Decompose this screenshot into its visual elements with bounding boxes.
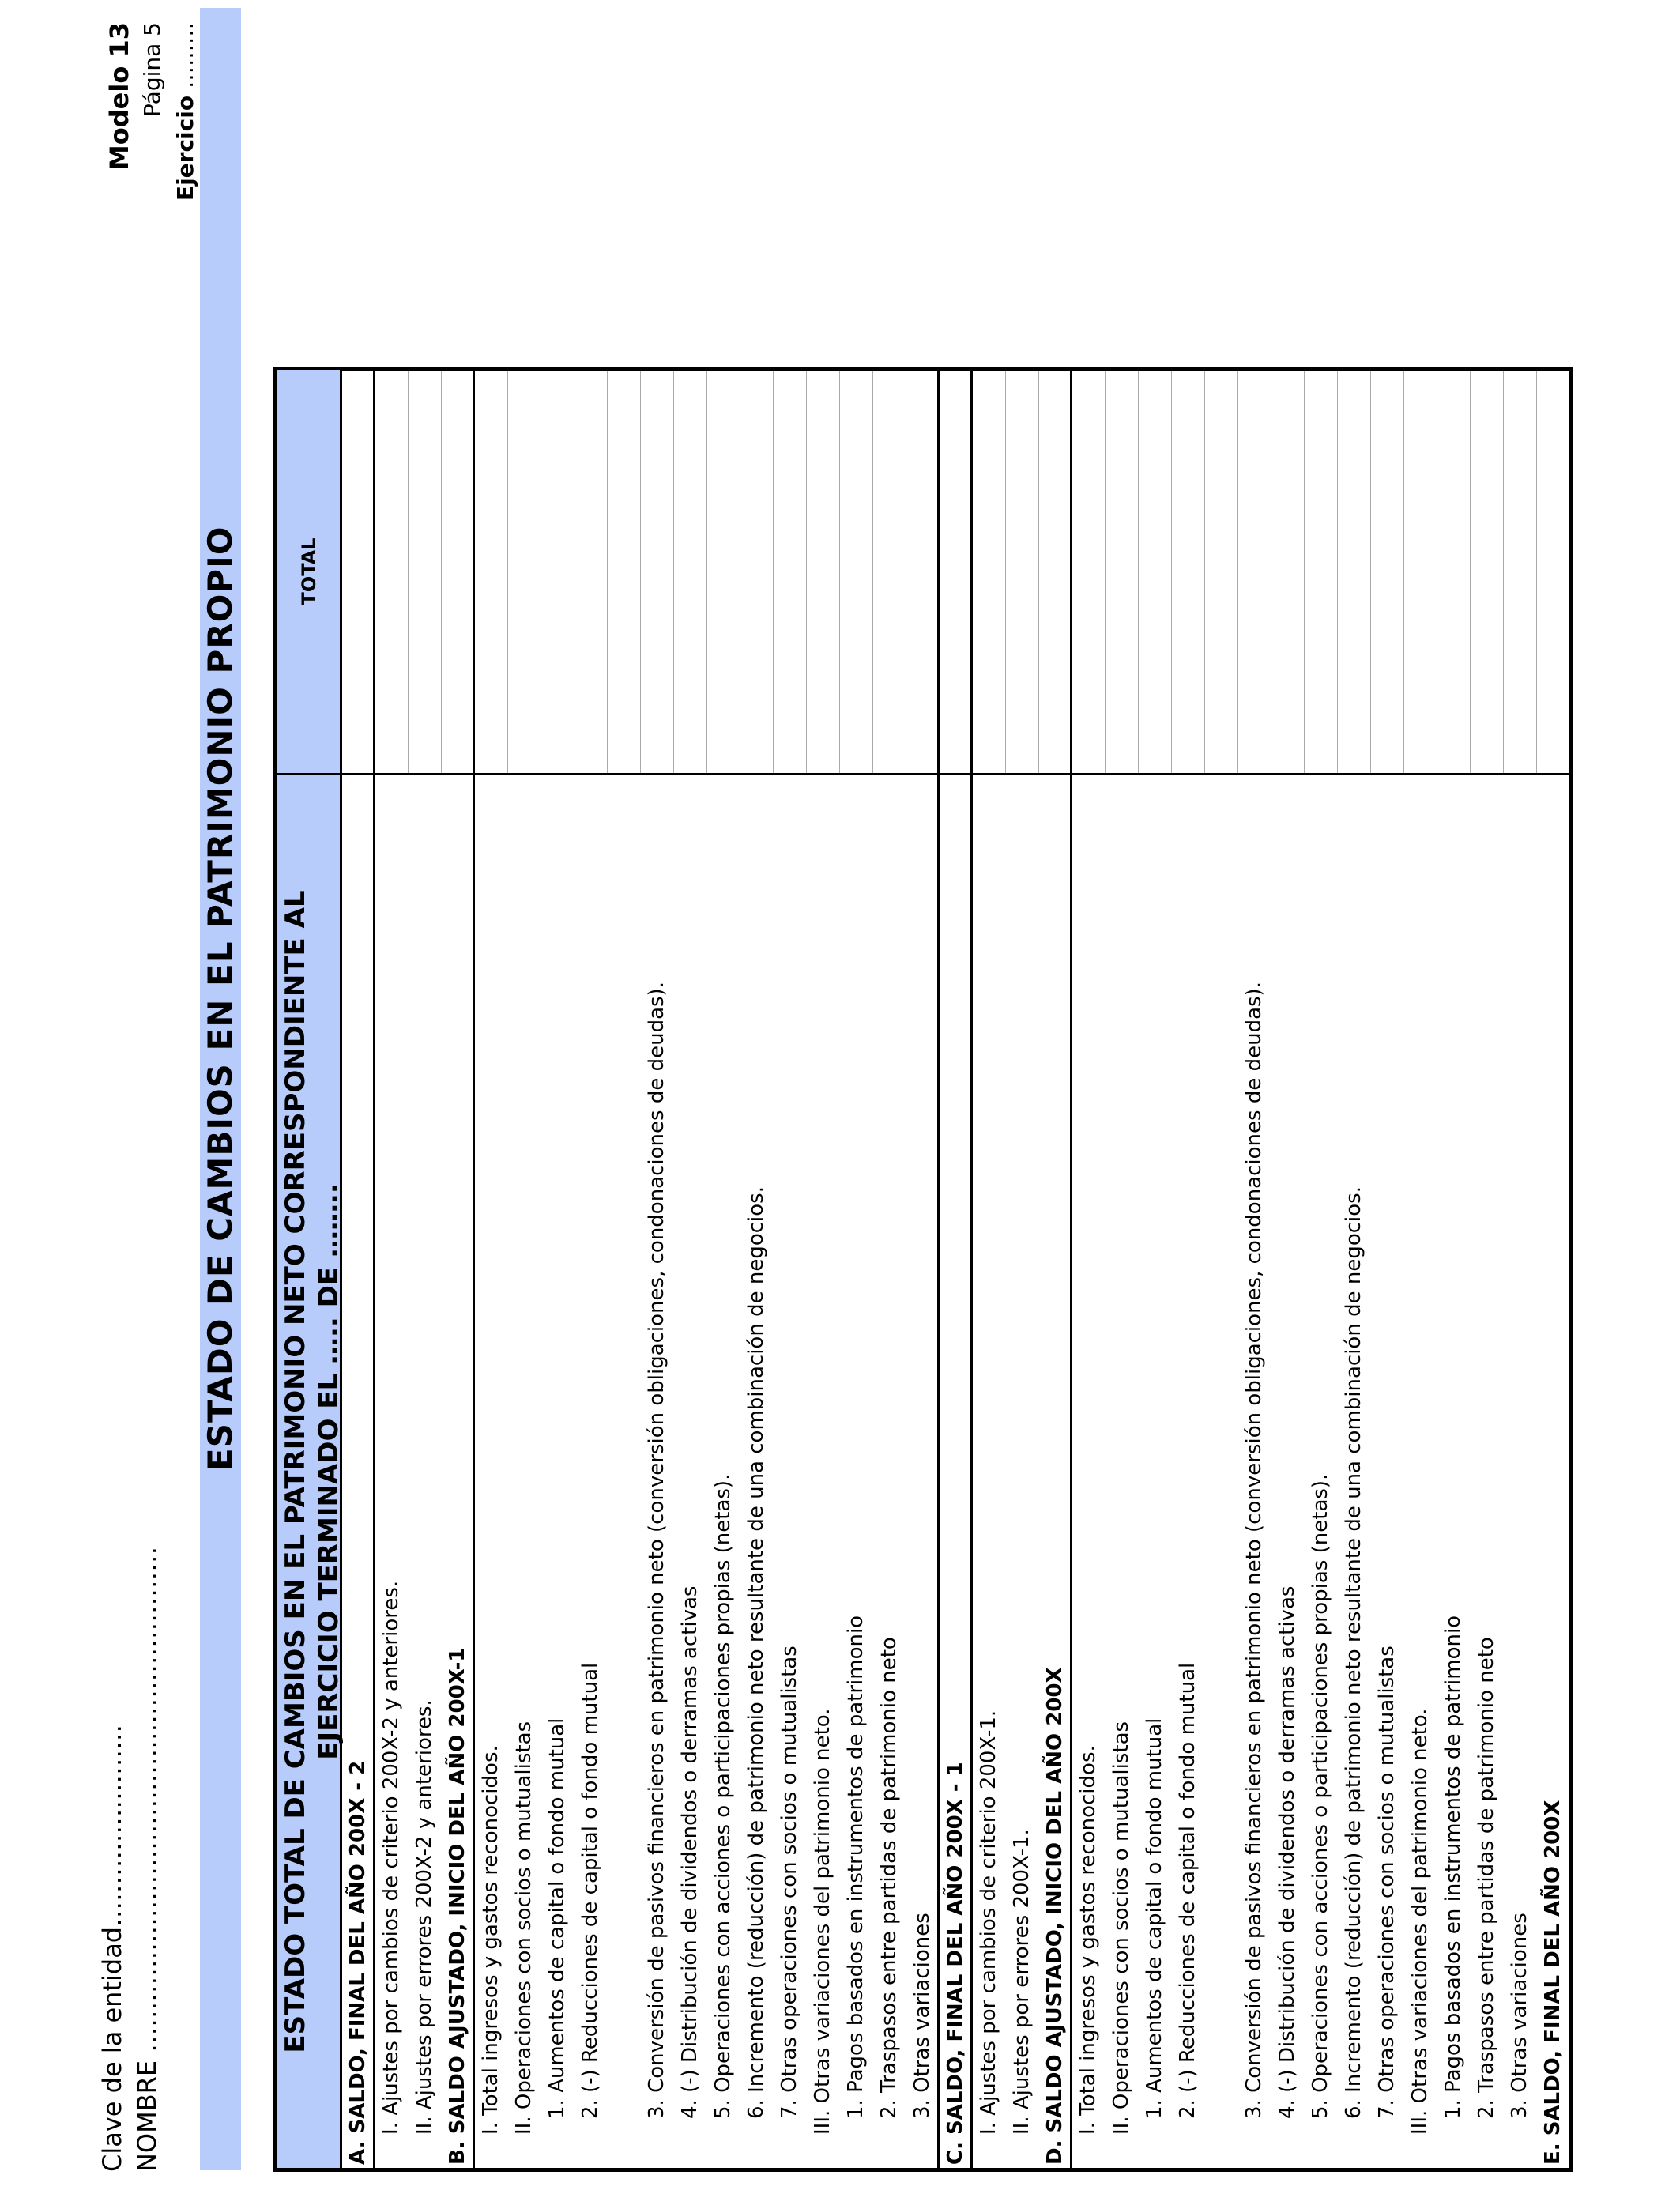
table-row bbox=[1437, 371, 1471, 2168]
changes-table bbox=[273, 367, 1573, 2172]
table-row bbox=[375, 371, 409, 2168]
total-cell[interactable] bbox=[1271, 371, 1305, 773]
table-row bbox=[541, 371, 574, 2168]
row-label: I. Ajustes por cambios de criterio 200X-2 y anteriores. bbox=[375, 773, 409, 2168]
row-label: 3. Conversión de pasivos financieros en patrimonio neto (conversión obligaciones, condonaciones de deudas). bbox=[641, 773, 674, 2168]
total-cell[interactable] bbox=[442, 371, 473, 773]
total-cell[interactable] bbox=[774, 371, 807, 773]
row-label: 7. Otras operaciones con socios o mutualistas bbox=[1371, 773, 1404, 2168]
total-cell[interactable] bbox=[409, 371, 442, 773]
table-row bbox=[973, 371, 1006, 2168]
total-cell[interactable] bbox=[475, 371, 508, 773]
total-cell[interactable] bbox=[807, 371, 840, 773]
total-cell[interactable] bbox=[1006, 371, 1039, 773]
table-row bbox=[1305, 371, 1338, 2168]
total-cell[interactable] bbox=[541, 371, 574, 773]
row-label: D. SALDO AJUSTADO, INICIO DEL AÑO 200X bbox=[1039, 773, 1070, 2168]
total-column-header bbox=[277, 370, 342, 773]
modelo-label: Modelo 13 bbox=[104, 22, 134, 171]
row-label: 1. Pagos basados en instrumentos de patrimonio bbox=[840, 773, 873, 2168]
row-label: I. Ajustes por cambios de criterio 200X-1. bbox=[973, 773, 1006, 2168]
total-cell[interactable] bbox=[1537, 371, 1570, 773]
row-label: II. Ajustes por errores 200X-2 y anteriores. bbox=[409, 773, 442, 2168]
total-cell[interactable] bbox=[1437, 371, 1471, 773]
table-row bbox=[442, 371, 475, 2168]
row-label: 3. Otras variaciones bbox=[1504, 773, 1537, 2168]
row-label: 2. (-) Reducciones de capital o fondo mutual bbox=[574, 773, 608, 2168]
row-label: E. SALDO, FINAL DEL AÑO 200X bbox=[1537, 773, 1570, 2168]
row-label: III. Otras variaciones del patrimonio neto. bbox=[807, 773, 840, 2168]
total-cell[interactable] bbox=[1072, 371, 1106, 773]
table-row bbox=[807, 371, 840, 2168]
row-label: 6. Incremento (reducción) de patrimonio neto resultante de una combinación de negocios. bbox=[740, 773, 774, 2168]
row-label: I. Total ingresos y gastos reconocidos. bbox=[475, 773, 508, 2168]
total-cell[interactable] bbox=[707, 371, 740, 773]
table-row bbox=[574, 371, 608, 2168]
model-header bbox=[103, 22, 202, 201]
table-row bbox=[1006, 371, 1039, 2168]
table-row bbox=[1039, 371, 1072, 2168]
row-label: 3. Conversión de pasivos financieros en patrimonio neto (conversión obligaciones, condonaciones de deudas). bbox=[1238, 773, 1271, 2168]
clave-field[interactable]: Clave de la entidad…………………… bbox=[97, 1724, 127, 2172]
row-label: II. Operaciones con socios o mutualistas bbox=[508, 773, 541, 2168]
row-label: B. SALDO AJUSTADO, INICIO DEL AÑO 200X-1 bbox=[442, 773, 473, 2168]
table-row bbox=[1371, 371, 1404, 2168]
total-cell[interactable] bbox=[840, 371, 873, 773]
total-cell[interactable] bbox=[740, 371, 774, 773]
row-label: 7. Otras operaciones con socios o mutualistas bbox=[774, 773, 807, 2168]
table-row bbox=[1271, 371, 1305, 2168]
nombre-field[interactable]: NOMBRE …………………………………………………… bbox=[132, 1546, 162, 2172]
row-label: 2. Traspasos entre partidas de patrimonio neto bbox=[1471, 773, 1504, 2168]
table-row bbox=[1238, 371, 1271, 2168]
table-row bbox=[608, 371, 641, 2168]
table-row bbox=[475, 371, 508, 2168]
table-row bbox=[1072, 371, 1106, 2168]
total-cell[interactable] bbox=[674, 371, 707, 773]
total-cell[interactable] bbox=[973, 371, 1006, 773]
total-cell[interactable] bbox=[1205, 371, 1238, 773]
total-header-label: TOTAL bbox=[298, 537, 320, 605]
total-cell[interactable] bbox=[1172, 371, 1205, 773]
total-cell[interactable] bbox=[1471, 371, 1504, 773]
row-label: III. Otras variaciones del patrimonio neto. bbox=[1404, 773, 1437, 2168]
table-row bbox=[740, 371, 774, 2168]
total-cell[interactable] bbox=[375, 371, 409, 773]
table-row bbox=[1205, 371, 1238, 2168]
row-label: 1. Aumentos de capital o fondo mutual bbox=[1139, 773, 1172, 2168]
total-cell[interactable] bbox=[1139, 371, 1172, 773]
total-cell[interactable] bbox=[342, 371, 373, 773]
row-label: 5. Operaciones con acciones o participaciones propias (netas). bbox=[707, 773, 740, 2168]
table-row bbox=[906, 371, 940, 2168]
row-label: 1. Aumentos de capital o fondo mutual bbox=[541, 773, 574, 2168]
description-column-header bbox=[277, 773, 345, 2168]
row-label: I. Total ingresos y gastos reconocidos. bbox=[1072, 773, 1106, 2168]
row-label: II. Ajustes por errores 200X-1. bbox=[1006, 773, 1039, 2168]
table-row bbox=[342, 371, 375, 2168]
row-label: A. SALDO, FINAL DEL AÑO 200X - 2 bbox=[342, 773, 373, 2168]
table-row bbox=[774, 371, 807, 2168]
table-row bbox=[1139, 371, 1172, 2168]
row-label: 2. (-) Reducciones de capital o fondo mutual bbox=[1172, 773, 1205, 2168]
row-label: 6. Incremento (reducción) de patrimonio neto resultante de una combinación de negocios. bbox=[1338, 773, 1371, 2168]
table-row bbox=[1404, 371, 1437, 2168]
ejercicio-label: Ejercicio bbox=[172, 95, 198, 202]
total-cell[interactable] bbox=[608, 371, 641, 773]
row-label: 4. (-) Distribución de dividendos o derramas activas bbox=[1271, 773, 1305, 2168]
row-label: 4. (-) Distribución de dividendos o derramas activas bbox=[674, 773, 707, 2168]
row-label: 1. Pagos basados en instrumentos de patrimonio bbox=[1437, 773, 1471, 2168]
page-title: ESTADO DE CAMBIOS EN EL PATRIMONIO PROPIO bbox=[201, 526, 239, 1471]
total-cell[interactable] bbox=[1404, 371, 1437, 773]
table-row bbox=[707, 371, 740, 2168]
row-label: 2. Traspasos entre partidas de patrimonio neto bbox=[873, 773, 906, 2168]
total-cell[interactable] bbox=[508, 371, 541, 773]
description-header-line-1: ESTADO TOTAL DE CAMBIOS EN EL PATRIMONIO NETO CORRESPONDIENTE AL bbox=[280, 890, 311, 2053]
total-cell[interactable] bbox=[940, 371, 970, 773]
ejercicio-field[interactable] bbox=[169, 22, 202, 201]
table-row bbox=[1338, 371, 1371, 2168]
entity-header bbox=[95, 1547, 164, 2172]
table-row bbox=[409, 371, 442, 2168]
row-label bbox=[608, 773, 641, 2168]
total-cell[interactable] bbox=[1039, 371, 1070, 773]
table-row bbox=[1172, 371, 1205, 2168]
total-cell[interactable] bbox=[906, 371, 937, 773]
total-cell[interactable] bbox=[1338, 371, 1371, 773]
row-label: 3. Otras variaciones bbox=[906, 773, 937, 2168]
ejercicio-value: ……… bbox=[172, 22, 198, 96]
table-row bbox=[508, 371, 541, 2168]
table-row bbox=[940, 371, 973, 2168]
table-body bbox=[342, 371, 1570, 2168]
total-cell[interactable] bbox=[574, 371, 608, 773]
total-cell[interactable] bbox=[873, 371, 906, 773]
table-row bbox=[1537, 371, 1570, 2168]
table-row bbox=[873, 371, 906, 2168]
table-row bbox=[641, 371, 674, 2168]
title-band bbox=[200, 8, 241, 2170]
row-label bbox=[1205, 773, 1238, 2168]
total-cell[interactable] bbox=[641, 371, 674, 773]
table-row bbox=[1471, 371, 1504, 2168]
table-row bbox=[674, 371, 707, 2168]
total-cell[interactable] bbox=[1305, 371, 1338, 773]
row-label: II. Operaciones con socios o mutualistas bbox=[1106, 773, 1139, 2168]
row-label: C. SALDO, FINAL DEL AÑO 200X - 1 bbox=[940, 773, 970, 2168]
description-header-line-2: EJERCICIO TERMINADO EL ….. DE …….. bbox=[313, 1183, 345, 1760]
total-cell[interactable] bbox=[1106, 371, 1139, 773]
row-label: 5. Operaciones con acciones o participaciones propias (netas). bbox=[1305, 773, 1338, 2168]
table-row bbox=[1106, 371, 1139, 2168]
pagina-label: Página 5 bbox=[139, 22, 165, 117]
table-row bbox=[1504, 371, 1537, 2168]
total-cell[interactable] bbox=[1238, 371, 1271, 773]
total-cell[interactable] bbox=[1504, 371, 1537, 773]
table-row bbox=[840, 371, 873, 2168]
total-cell[interactable] bbox=[1371, 371, 1404, 773]
